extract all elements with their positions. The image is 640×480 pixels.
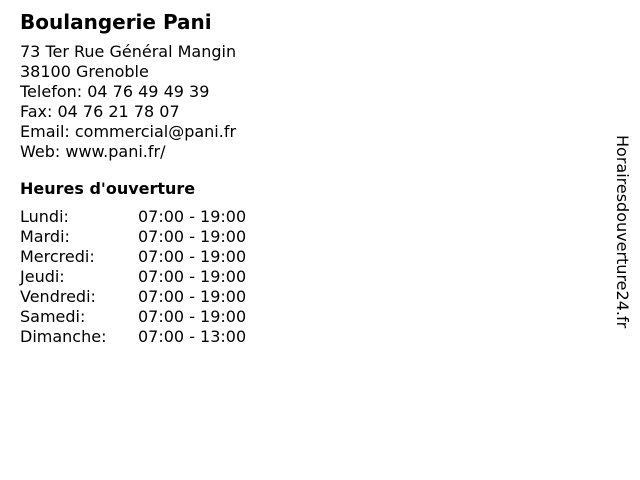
hours-day: Jeudi: bbox=[20, 267, 65, 286]
hours-title: Heures d'ouverture bbox=[20, 179, 196, 198]
hours-row bbox=[20, 227, 246, 247]
hours-time: 07:00 - 19:00 bbox=[138, 247, 247, 266]
hours-time: 07:00 - 19:00 bbox=[138, 287, 247, 306]
hours-day: Samedi: bbox=[20, 307, 86, 326]
hours-day: Vendredi: bbox=[20, 287, 96, 306]
hours-time: 07:00 - 19:00 bbox=[138, 227, 247, 246]
hours-row bbox=[20, 207, 246, 227]
email-line: Email: commercial@pani.fr bbox=[20, 122, 237, 141]
hours-row bbox=[20, 287, 246, 307]
site-watermark: Horairesdouverture24.fr bbox=[613, 135, 632, 329]
hours-row bbox=[20, 327, 246, 347]
web-line: Web: www.pani.fr/ bbox=[20, 142, 166, 161]
hours-day: Mardi: bbox=[20, 227, 70, 246]
hours-day: Mercredi: bbox=[20, 247, 95, 266]
hours-time: 07:00 - 19:00 bbox=[138, 307, 247, 326]
hours-time: 07:00 - 19:00 bbox=[138, 207, 247, 226]
fax-line: Fax: 04 76 21 78 07 bbox=[20, 102, 180, 121]
hours-time: 07:00 - 13:00 bbox=[138, 327, 247, 346]
hours-row bbox=[20, 307, 246, 327]
hours-row bbox=[20, 267, 246, 287]
business-name: Boulangerie Pani bbox=[20, 10, 212, 34]
hours-time: 07:00 - 19:00 bbox=[138, 267, 247, 286]
hours-day: Dimanche: bbox=[20, 327, 107, 346]
address-line-1: 73 Ter Rue Général Mangin bbox=[20, 42, 237, 61]
business-card bbox=[20, 8, 580, 347]
hours-row bbox=[20, 247, 246, 267]
hours-day: Lundi: bbox=[20, 207, 69, 226]
phone-line: Telefon: 04 76 49 49 39 bbox=[20, 82, 210, 101]
address-line-2: 38100 Grenoble bbox=[20, 62, 149, 81]
hours-table bbox=[20, 207, 246, 347]
